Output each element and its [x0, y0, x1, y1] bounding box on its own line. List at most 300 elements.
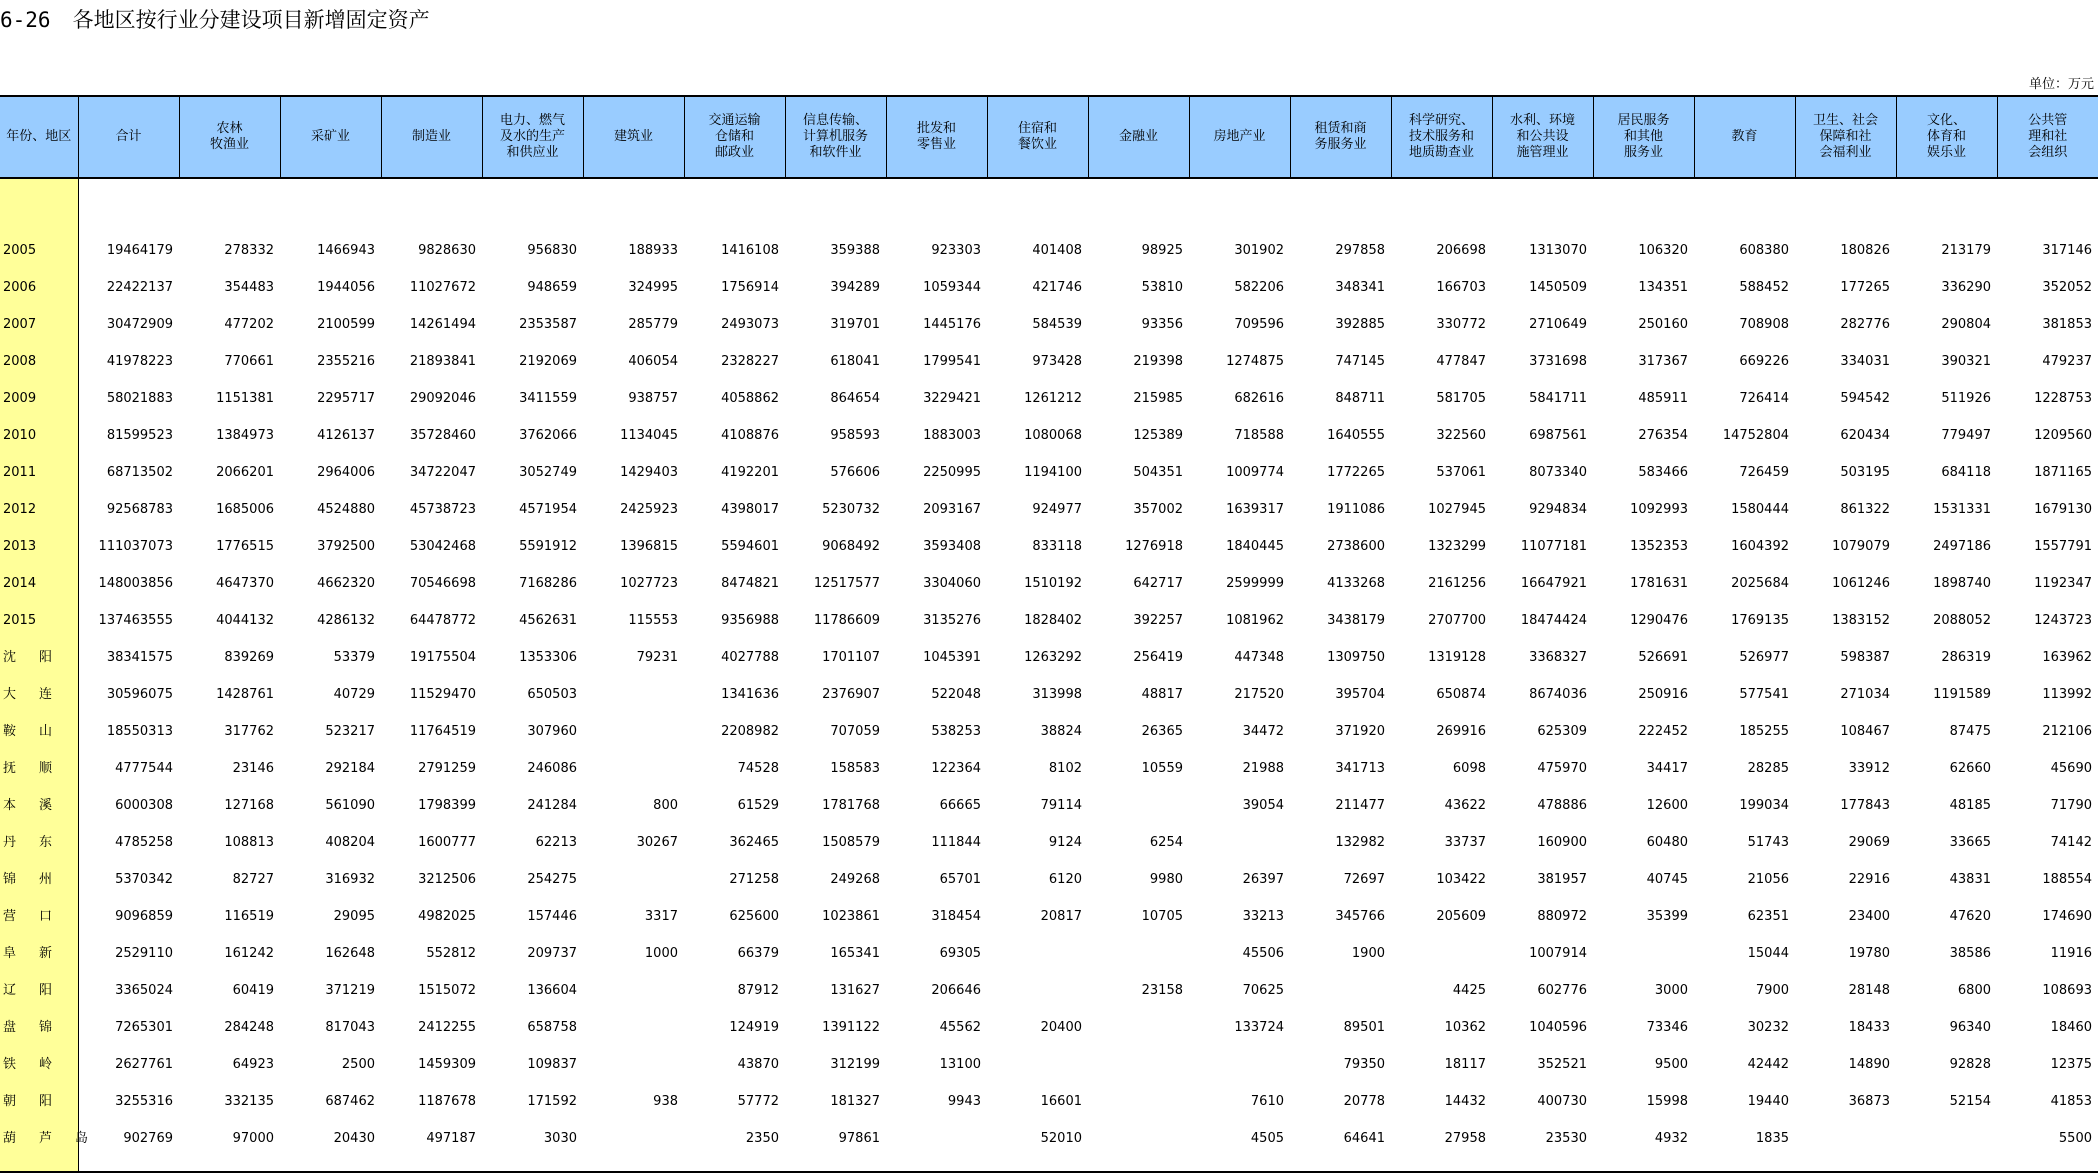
table-cell: 2627761	[115, 1057, 173, 1072]
table-cell: 537061	[1436, 465, 1486, 480]
table-cell: 45690	[2050, 761, 2092, 776]
table-row	[0, 1114, 2098, 1151]
filler-cell	[280, 1151, 381, 1172]
table-cell: 8102	[1048, 761, 1082, 776]
table-cell: 163962	[2042, 650, 2092, 665]
table-cell: 254275	[527, 872, 577, 887]
table-cell: 312199	[830, 1057, 880, 1072]
table-cell: 625309	[1537, 724, 1587, 739]
table-cell: 1604392	[1731, 539, 1789, 554]
table-cell: 21893841	[409, 354, 476, 369]
column-header: 租赁和商 务服务业	[1290, 96, 1391, 178]
table-cell: 1531331	[1933, 502, 1991, 517]
filler-cell	[1997, 1151, 2098, 1172]
table-cell: 1640555	[1327, 428, 1385, 443]
table-cell: 10705	[1141, 909, 1183, 924]
table-cell: 1701107	[822, 650, 880, 665]
table-cell: 1276918	[1125, 539, 1183, 554]
table-cell: 475970	[1537, 761, 1587, 776]
table-cell: 92568783	[106, 502, 173, 517]
table-cell: 485911	[1638, 391, 1688, 406]
row-label: 2010	[0, 411, 78, 448]
table-cell: 1769135	[1731, 613, 1789, 628]
table-cell: 779497	[1941, 428, 1991, 443]
table-row	[0, 596, 2098, 633]
table-cell: 1341636	[721, 687, 779, 702]
table-cell: 577541	[1739, 687, 1789, 702]
table-cell: 522048	[931, 687, 981, 702]
table-cell: 2192069	[519, 354, 577, 369]
table-row	[0, 300, 2098, 337]
table-cell: 2425923	[620, 502, 678, 517]
table-cell: 1134045	[620, 428, 678, 443]
table-row	[0, 707, 2098, 744]
table-cell: 131627	[830, 983, 880, 998]
table-cell: 12600	[1646, 798, 1688, 813]
table-cell: 2100599	[317, 317, 375, 332]
table-cell: 38586	[1949, 946, 1991, 961]
table-cell: 106320	[1638, 243, 1688, 258]
table-cell: 20400	[1040, 1020, 1082, 1035]
table-cell: 973428	[1032, 354, 1082, 369]
table-cell: 19464179	[106, 243, 173, 258]
table-cell: 69305	[939, 946, 981, 961]
table-cell: 241284	[527, 798, 577, 813]
table-cell: 64923	[232, 1057, 274, 1072]
table-cell: 588452	[1739, 280, 1789, 295]
table-cell: 371219	[325, 983, 375, 998]
table-cell: 199034	[1739, 798, 1789, 813]
table-cell	[886, 1114, 987, 1151]
table-cell: 12517577	[813, 576, 880, 591]
table-cell: 839269	[224, 650, 274, 665]
table-cell: 390321	[1941, 354, 1991, 369]
table-cell: 511926	[1941, 391, 1991, 406]
table-cell: 1900	[1351, 946, 1385, 961]
table-cell: 317367	[1638, 354, 1688, 369]
table-row	[0, 559, 2098, 596]
table-cell: 97861	[838, 1131, 880, 1146]
table-row	[0, 448, 2098, 485]
column-header: 制造业	[381, 96, 482, 178]
table-cell: 116519	[224, 909, 274, 924]
table-cell: 5230732	[822, 502, 880, 517]
table-cell: 357002	[1133, 502, 1183, 517]
table-cell: 861322	[1840, 502, 1890, 517]
table-cell: 1009774	[1226, 465, 1284, 480]
table-cell: 708908	[1739, 317, 1789, 332]
table-cell: 3438179	[1327, 613, 1385, 628]
table-cell: 1187678	[418, 1094, 476, 1109]
table-row	[0, 781, 2098, 818]
table-cell: 96340	[1949, 1020, 1991, 1035]
table-cell	[987, 1040, 1088, 1077]
table-cell: 111844	[931, 835, 981, 850]
table-cell: 5370342	[115, 872, 173, 887]
table-cell: 58021883	[106, 391, 173, 406]
table-cell	[583, 1003, 684, 1040]
table-cell: 1396815	[620, 539, 678, 554]
table-row	[0, 818, 2098, 855]
table-cell: 848711	[1335, 391, 1385, 406]
table-row	[0, 892, 2098, 929]
table-cell: 213179	[1941, 243, 1991, 258]
table-cell: 1776515	[216, 539, 274, 554]
table-cell: 62660	[1949, 761, 1991, 776]
table-cell: 9068492	[822, 539, 880, 554]
table-cell: 108693	[2042, 983, 2092, 998]
table-cell: 38824	[1040, 724, 1082, 739]
table-cell: 12375	[2050, 1057, 2092, 1072]
table-cell: 608380	[1739, 243, 1789, 258]
table-cell: 286319	[1941, 650, 1991, 665]
table-cell: 22422137	[106, 280, 173, 295]
table-cell: 1466943	[317, 243, 375, 258]
data-table	[0, 95, 2098, 1173]
table-cell: 408204	[325, 835, 375, 850]
row-label: 营口	[0, 892, 78, 929]
table-cell: 526977	[1739, 650, 1789, 665]
spacer-cell	[1593, 178, 1694, 226]
header-row	[0, 96, 2098, 178]
table-cell: 1911086	[1327, 502, 1385, 517]
table-cell: 28148	[1848, 983, 1890, 998]
table-cell: 576606	[830, 465, 880, 480]
table-cell: 11077181	[1520, 539, 1587, 554]
table-cell: 45738723	[409, 502, 476, 517]
table-cell: 290804	[1941, 317, 1991, 332]
table-cell: 650874	[1436, 687, 1486, 702]
table-cell: 97000	[232, 1131, 274, 1146]
table-cell: 177843	[1840, 798, 1890, 813]
table-cell: 2493073	[721, 317, 779, 332]
table-cell: 3030	[543, 1131, 577, 1146]
table-row	[0, 522, 2098, 559]
table-cell: 1209560	[2034, 428, 2092, 443]
table-cell: 3052749	[519, 465, 577, 480]
filler-cell	[785, 1151, 886, 1172]
table-cell: 332135	[224, 1094, 274, 1109]
table-cell: 687462	[325, 1094, 375, 1109]
table-cell: 40745	[1646, 872, 1688, 887]
row-label: 鞍山	[0, 707, 78, 744]
unit-label: 单位：万元	[2028, 77, 2094, 92]
table-cell: 317146	[2042, 243, 2092, 258]
table-cell: 66379	[737, 946, 779, 961]
table-cell: 707059	[830, 724, 880, 739]
table-cell: 87475	[1949, 724, 1991, 739]
table-cell: 29092046	[409, 391, 476, 406]
spacer-cell	[1189, 178, 1290, 226]
table-cell: 15044	[1747, 946, 1789, 961]
table-row	[0, 966, 2098, 1003]
table-cell: 19175504	[409, 650, 476, 665]
table-cell	[1088, 929, 1189, 966]
table-cell: 34722047	[409, 465, 476, 480]
filler-cell	[1896, 1151, 1997, 1172]
table-cell: 4044132	[216, 613, 274, 628]
table-body	[0, 178, 2098, 1172]
table-cell: 581705	[1436, 391, 1486, 406]
table-cell: 34417	[1646, 761, 1688, 776]
spacer-cell	[987, 178, 1088, 226]
column-header: 金融业	[1088, 96, 1189, 178]
table-cell: 62351	[1747, 909, 1789, 924]
table-cell: 285779	[628, 317, 678, 332]
table-cell: 4425	[1452, 983, 1486, 998]
table-cell: 271034	[1840, 687, 1890, 702]
table-cell: 65701	[939, 872, 981, 887]
table-row	[0, 744, 2098, 781]
table-cell: 16647921	[1520, 576, 1587, 591]
spacer-cell	[381, 178, 482, 226]
column-header: 电力、燃气 及水的生产 和供应业	[482, 96, 583, 178]
table-cell: 282776	[1840, 317, 1890, 332]
spacer-row	[0, 178, 2098, 226]
table-cell: 1045391	[923, 650, 981, 665]
spacer-cell	[1896, 178, 1997, 226]
table-cell: 1274875	[1226, 354, 1284, 369]
table-cell: 3731698	[1529, 354, 1587, 369]
table-cell: 6120	[1048, 872, 1082, 887]
table-cell: 23400	[1848, 909, 1890, 924]
table-cell: 162648	[325, 946, 375, 961]
table-cell: 108813	[224, 835, 274, 850]
table-cell: 250160	[1638, 317, 1688, 332]
table-cell: 880972	[1537, 909, 1587, 924]
table-cell: 594542	[1840, 391, 1890, 406]
table-cell: 4286132	[317, 613, 375, 628]
table-cell: 30267	[636, 835, 678, 850]
filler-cell	[0, 1151, 78, 1172]
table-cell: 478886	[1537, 798, 1587, 813]
table-cell: 1679130	[2034, 502, 2092, 517]
table-cell: 1772265	[1327, 465, 1385, 480]
table-cell: 401408	[1032, 243, 1082, 258]
table-cell: 34472	[1242, 724, 1284, 739]
filler-cell	[1189, 1151, 1290, 1172]
table-cell: 3762066	[519, 428, 577, 443]
table-cell: 70625	[1242, 983, 1284, 998]
table-cell: 2025684	[1731, 576, 1789, 591]
table-cell: 29095	[333, 909, 375, 924]
table-cell: 618041	[830, 354, 880, 369]
table-cell: 3229421	[923, 391, 981, 406]
spacer-cell	[1795, 178, 1896, 226]
table-cell: 222452	[1638, 724, 1688, 739]
column-header: 住宿和 餐饮业	[987, 96, 1088, 178]
table-cell: 1383152	[1832, 613, 1890, 628]
table-cell: 523217	[325, 724, 375, 739]
table-cell: 53379	[333, 650, 375, 665]
table-cell: 10559	[1141, 761, 1183, 776]
table-cell: 584539	[1032, 317, 1082, 332]
table-cell: 92828	[1949, 1057, 1991, 1072]
table-cell: 477202	[224, 317, 274, 332]
table-cell: 477847	[1436, 354, 1486, 369]
spacer-cell	[1290, 178, 1391, 226]
table-cell: 362465	[729, 835, 779, 850]
row-label: 丹东	[0, 818, 78, 855]
table-cell: 1040596	[1529, 1020, 1587, 1035]
table-row	[0, 1003, 2098, 1040]
table-cell: 36873	[1848, 1094, 1890, 1109]
table-cell: 74528	[737, 761, 779, 776]
table-cell: 79350	[1343, 1057, 1385, 1072]
table-cell: 23158	[1141, 983, 1183, 998]
table-cell: 133724	[1234, 1020, 1284, 1035]
table-cell: 650503	[527, 687, 577, 702]
table-cell: 113992	[2042, 687, 2092, 702]
table-cell: 341713	[1335, 761, 1385, 776]
table-cell: 864654	[830, 391, 880, 406]
table-cell: 18117	[1444, 1057, 1486, 1072]
table-cell: 13100	[939, 1057, 981, 1072]
table-cell: 2738600	[1327, 539, 1385, 554]
table-cell: 125389	[1133, 428, 1183, 443]
spacer-cell	[886, 178, 987, 226]
table-cell: 902769	[123, 1131, 173, 1146]
row-label: 抚顺	[0, 744, 78, 781]
table-cell: 11764519	[409, 724, 476, 739]
table-cell: 3317	[644, 909, 678, 924]
table-cell	[583, 966, 684, 1003]
table-cell: 132982	[1335, 835, 1385, 850]
table-cell: 1191589	[1933, 687, 1991, 702]
table-cell: 2295717	[317, 391, 375, 406]
table-cell: 4505	[1250, 1131, 1284, 1146]
table-cell: 1445176	[923, 317, 981, 332]
table-cell	[1290, 966, 1391, 1003]
table-cell: 215985	[1133, 391, 1183, 406]
table-cell: 35728460	[409, 428, 476, 443]
table-cell: 1685006	[216, 502, 274, 517]
table-cell: 1416108	[721, 243, 779, 258]
table-cell: 14890	[1848, 1057, 1890, 1072]
table-cell: 72697	[1343, 872, 1385, 887]
table-cell: 181327	[830, 1094, 880, 1109]
table-cell: 269916	[1436, 724, 1486, 739]
table-cell: 5841711	[1529, 391, 1587, 406]
table-cell: 28285	[1747, 761, 1789, 776]
table-cell: 1600777	[418, 835, 476, 850]
table-cell: 11529470	[409, 687, 476, 702]
table-cell: 52154	[1949, 1094, 1991, 1109]
table-cell: 2500	[341, 1057, 375, 1072]
table-cell: 602776	[1537, 983, 1587, 998]
spacer-cell	[785, 178, 886, 226]
table-cell: 348341	[1335, 280, 1385, 295]
table-cell: 7168286	[519, 576, 577, 591]
table-cell: 284248	[224, 1020, 274, 1035]
table-cell: 165341	[830, 946, 880, 961]
table-cell: 3365024	[115, 983, 173, 998]
table-cell: 1059344	[923, 280, 981, 295]
table-cell	[1391, 929, 1492, 966]
table-cell: 582206	[1234, 280, 1284, 295]
table-cell: 41853	[2050, 1094, 2092, 1109]
table-cell: 1450509	[1529, 280, 1587, 295]
header-row-label: 年份、地区	[0, 96, 78, 178]
table-cell: 3135276	[923, 613, 981, 628]
table-cell: 726414	[1739, 391, 1789, 406]
table-cell: 2328227	[721, 354, 779, 369]
table-cell	[1189, 818, 1290, 855]
table-cell: 64478772	[409, 613, 476, 628]
table-cell: 109837	[527, 1057, 577, 1072]
table-cell: 9124	[1048, 835, 1082, 850]
table-cell: 40729	[333, 687, 375, 702]
table-cell: 3593408	[923, 539, 981, 554]
table-cell: 8474821	[721, 576, 779, 591]
table-cell	[583, 1040, 684, 1077]
table-cell: 20778	[1343, 1094, 1385, 1109]
table-cell: 278332	[224, 243, 274, 258]
table-cell: 5500	[2058, 1131, 2092, 1146]
table-cell: 354483	[224, 280, 274, 295]
table-cell: 171592	[527, 1094, 577, 1109]
table-cell: 177265	[1840, 280, 1890, 295]
table-cell: 33737	[1444, 835, 1486, 850]
column-header: 交通运输 仓储和 邮政业	[684, 96, 785, 178]
spacer-cell	[1997, 178, 2098, 226]
table-cell: 2964006	[317, 465, 375, 480]
table-title: 各地区按行业分建设项目新增固定资产	[72, 8, 430, 32]
table-cell: 6000308	[115, 798, 173, 813]
table-cell: 421746	[1032, 280, 1082, 295]
table-cell: 18460	[2050, 1020, 2092, 1035]
table-cell: 6098	[1452, 761, 1486, 776]
table-cell: 79114	[1040, 798, 1082, 813]
table-cell: 371920	[1335, 724, 1385, 739]
table-cell: 52010	[1040, 1131, 1082, 1146]
table-cell: 1799541	[923, 354, 981, 369]
table-cell: 19780	[1848, 946, 1890, 961]
table-cell: 318454	[931, 909, 981, 924]
table-cell: 30596075	[106, 687, 173, 702]
table-cell: 1151381	[216, 391, 274, 406]
filler-cell	[482, 1151, 583, 1172]
table-cell: 538253	[931, 724, 981, 739]
table-cell: 26397	[1242, 872, 1284, 887]
table-cell: 497187	[426, 1131, 476, 1146]
column-header: 批发和 零售业	[886, 96, 987, 178]
table-cell: 352521	[1537, 1057, 1587, 1072]
column-header: 信息传输、 计算机服务 和软件业	[785, 96, 886, 178]
filler-cell	[1795, 1151, 1896, 1172]
table-cell: 684118	[1941, 465, 1991, 480]
table-cell: 1515072	[418, 983, 476, 998]
row-label: 盘锦	[0, 1003, 78, 1040]
table-row	[0, 337, 2098, 374]
table-cell: 61529	[737, 798, 779, 813]
table-cell: 4785258	[115, 835, 173, 850]
table-cell: 14752804	[1722, 428, 1789, 443]
filler-cell	[583, 1151, 684, 1172]
table-cell: 1243723	[2034, 613, 2092, 628]
table-cell: 1000	[644, 946, 678, 961]
row-label: 2008	[0, 337, 78, 374]
table-cell: 111037073	[98, 539, 173, 554]
table-cell: 642717	[1133, 576, 1183, 591]
spacer-cell	[684, 178, 785, 226]
table-cell: 45506	[1242, 946, 1284, 961]
table-cell: 211477	[1335, 798, 1385, 813]
table-cell: 392885	[1335, 317, 1385, 332]
table-cell: 1429403	[620, 465, 678, 480]
table-cell: 669226	[1739, 354, 1789, 369]
table-cell: 22916	[1848, 872, 1890, 887]
